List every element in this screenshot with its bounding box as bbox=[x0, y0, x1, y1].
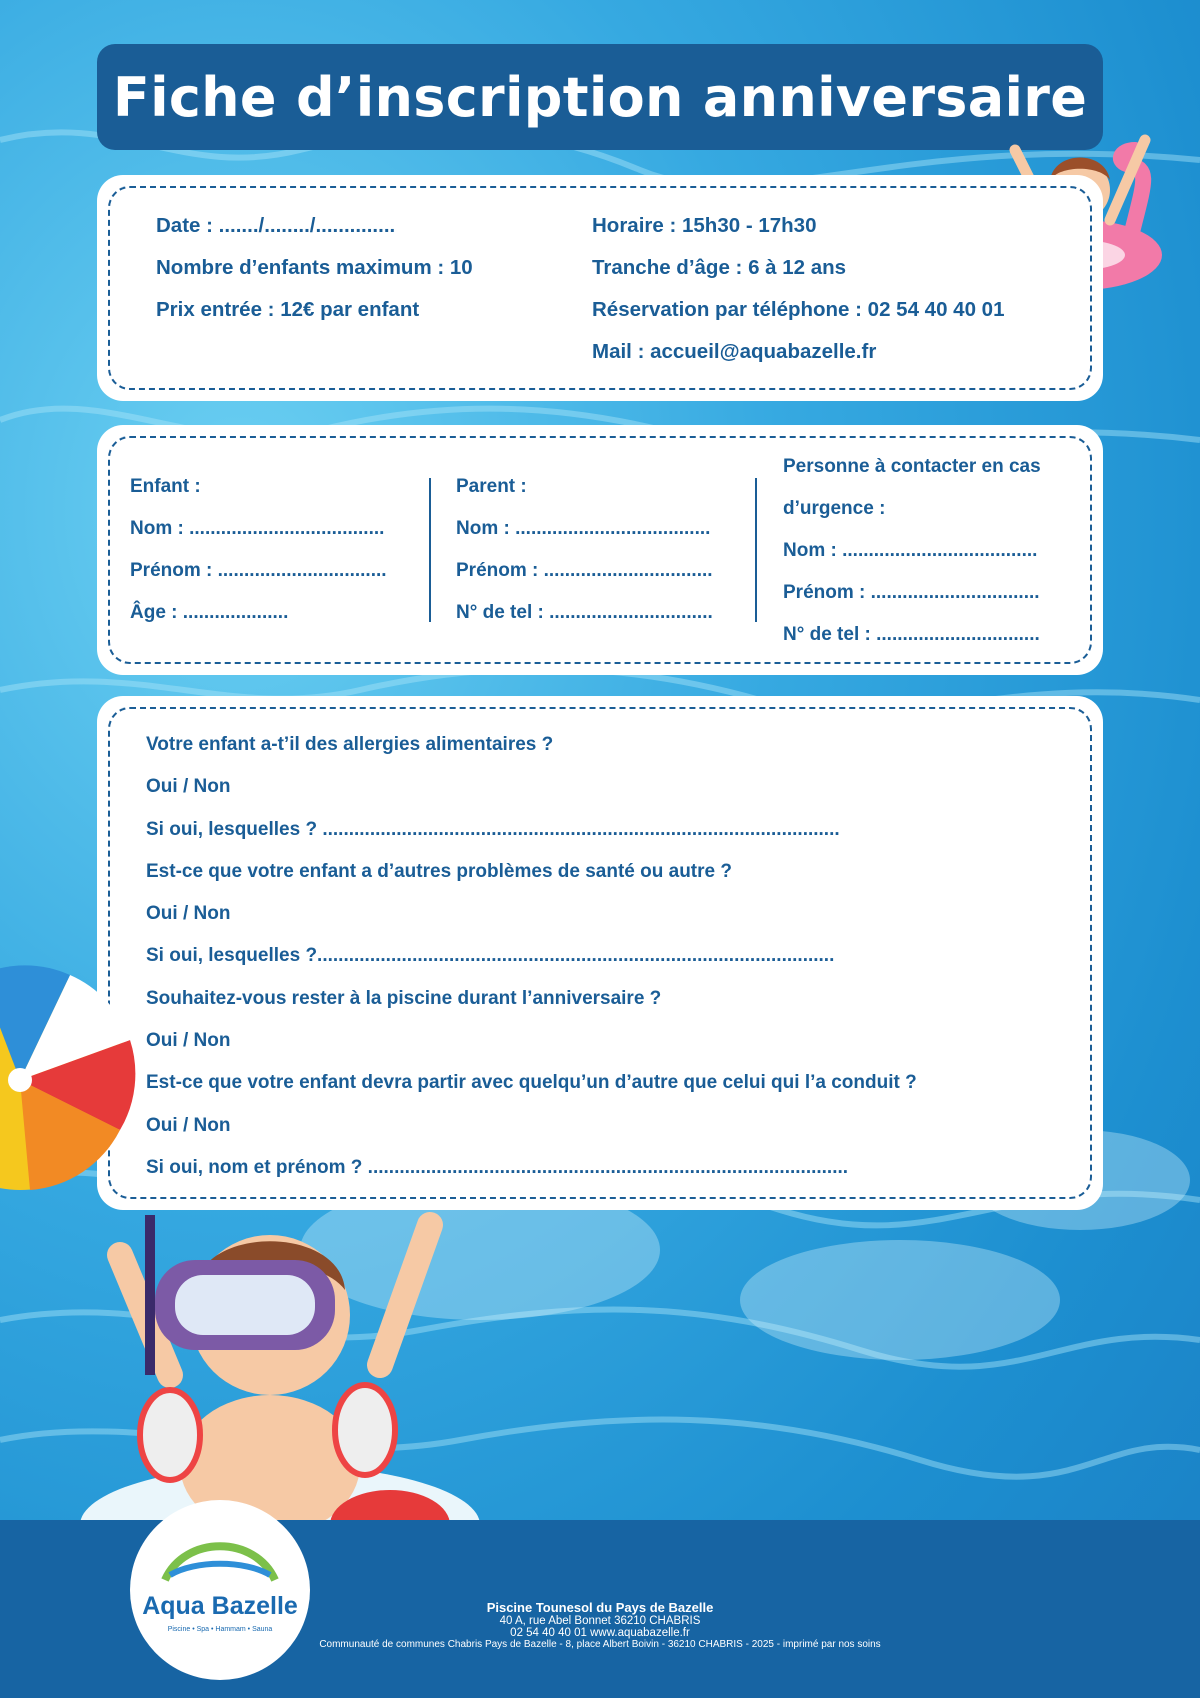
question-pickup: Est-ce que votre enfant devra partir avec quelqu’un d’autre que celui qui l’a conduit ? bbox=[146, 1072, 917, 1094]
answer-pickup[interactable]: Oui / Non bbox=[146, 1114, 231, 1136]
parent-last-name-field[interactable]: Nom : ..................................... bbox=[456, 518, 711, 539]
footer-line2: 40 A, rue Abel Bonnet 36210 CHABRIS bbox=[499, 1615, 701, 1627]
page-title: Fiche d’inscription anniversaire bbox=[112, 65, 1088, 129]
logo-tagline: Piscine • Spa • Hammam • Sauna bbox=[167, 1626, 273, 1633]
child-column bbox=[130, 466, 387, 634]
footer-line4: Communauté de communes Chabris Pays de Bazelle - 8, place Albert Boivin - 36210 CHABRIS - 2025 - imprimé par nos soins bbox=[319, 1639, 881, 1650]
answer-allergies[interactable]: Oui / Non bbox=[146, 776, 231, 798]
footer-line3: 02 54 40 40 01 www.aquabazelle.fr bbox=[510, 1627, 690, 1639]
detail-pickup[interactable]: Si oui, nom et prénom ? ........................................................................................... bbox=[146, 1156, 849, 1178]
answer-stay[interactable]: Oui / Non bbox=[146, 1030, 231, 1052]
child-age-field[interactable]: Âge : .................... bbox=[130, 602, 289, 623]
age-range: Tranche d’âge : 6 à 12 ans bbox=[592, 256, 847, 279]
parent-first-name-field[interactable]: Prénom : ................................ bbox=[456, 560, 713, 581]
email: Mail : accueil@aquabazelle.fr bbox=[592, 340, 877, 363]
parent-phone-field[interactable]: N° de tel : ............................... bbox=[456, 602, 713, 623]
logo-name: Aqua Bazelle bbox=[142, 1592, 298, 1620]
emergency-first-name-field[interactable]: Prénom : ................................ bbox=[783, 582, 1040, 603]
question-allergies: Votre enfant a-t’il des allergies alimentaires ? bbox=[146, 734, 554, 755]
beach-ball-illustration bbox=[0, 960, 140, 1200]
child-heading: Enfant : bbox=[130, 476, 201, 497]
date-field: Date : ......./......../.............. bbox=[156, 214, 396, 237]
child-last-name-field[interactable]: Nom : ..................................... bbox=[130, 518, 385, 539]
parent-heading: Parent : bbox=[456, 476, 527, 497]
schedule: Horaire : 15h30 - 17h30 bbox=[592, 214, 817, 237]
parent-column bbox=[456, 466, 713, 634]
emergency-heading: Personne à contacter en cas bbox=[783, 456, 1041, 477]
info-card bbox=[97, 175, 1103, 401]
emergency-last-name-field[interactable]: Nom : ..................................... bbox=[783, 540, 1038, 561]
question-health: Est-ce que votre enfant a d’autres problèmes de santé ou autre ? bbox=[146, 860, 732, 882]
title-banner bbox=[97, 44, 1103, 150]
aqua-bazelle-logo bbox=[130, 1500, 310, 1680]
max-children: Nombre d’enfants maximum : 10 bbox=[156, 256, 473, 279]
emergency-column bbox=[783, 446, 1041, 656]
detail-health[interactable]: Si oui, lesquelles ?.................................................................................................. bbox=[146, 945, 835, 967]
divider bbox=[755, 478, 757, 622]
emergency-phone-field[interactable]: N° de tel : ............................... bbox=[783, 624, 1040, 645]
child-first-name-field[interactable]: Prénom : ................................ bbox=[130, 560, 387, 581]
footer-line1: Piscine Tounesol du Pays de Bazelle bbox=[486, 1600, 714, 1615]
entry-price: Prix entrée : 12€ par enfant bbox=[156, 298, 420, 321]
answer-health[interactable]: Oui / Non bbox=[146, 903, 231, 925]
question-stay: Souhaitez-vous rester à la piscine durant l’anniversaire ? bbox=[146, 987, 662, 1009]
questions-list bbox=[146, 724, 917, 1189]
detail-allergies[interactable]: Si oui, lesquelles ? .................................................................................................. bbox=[146, 818, 840, 840]
footer-address bbox=[0, 1600, 1200, 1650]
divider bbox=[429, 478, 431, 622]
phone-reservation: Réservation par téléphone : 02 54 40 40 01 bbox=[592, 298, 1005, 321]
emergency-heading-cont: d’urgence : bbox=[783, 498, 886, 519]
